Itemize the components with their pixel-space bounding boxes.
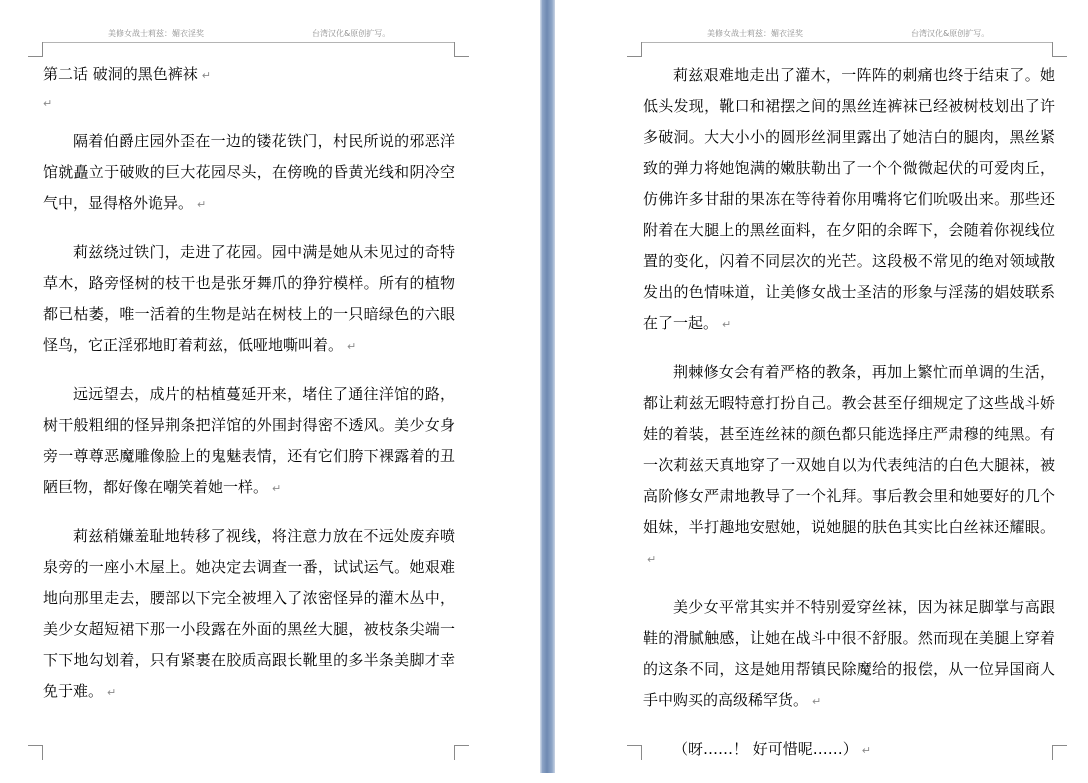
paragraph: 莉兹绕过铁门，走进了花园。园中满是她从未见过的奇特草木，路旁怪树的枝干也是张牙舞爪的狰狞模样。所有的植物都已枯萎，唯一活着的生物是站在树枝上的一只暗绿色的六眼怪鸟，它正淫邪地盯着莉兹，低哑地嘶叫着。 ↵ [43, 243, 455, 354]
crop-mark-top-right [1052, 42, 1067, 57]
header-rule [641, 42, 1053, 43]
left-page-body[interactable] [43, 60, 455, 725]
header-title: 美修女战士莉兹：媚衣淫奖 [707, 29, 803, 38]
right-page-body[interactable] [643, 60, 1055, 783]
page-divider [540, 0, 555, 773]
header-rule [43, 42, 455, 43]
paragraph: （呀……！ 好可惜呢……） ↵ [673, 740, 871, 758]
crop-mark-top-left [28, 42, 43, 57]
empty-paragraph: ↵ [43, 97, 53, 110]
paragraph: 隔着伯爵庄园外歪在一边的镂花铁门，村民所说的邪恶洋馆就矗立于破败的巨大花园尽头，在傍晚的昏黄光线和阴冷空气中，显得格外诡异。 ↵ [43, 132, 455, 212]
crop-mark-bottom-right [454, 745, 469, 760]
crop-mark-bottom-left [28, 745, 43, 760]
crop-mark-top-left [627, 42, 642, 57]
paragraph: 莉兹艰难地走出了灌木，一阵阵的刺痛也终于结束了。她低头发现，靴口和裙摆之间的黑丝连裤袜已经被树枝划出了许多破洞。大大小小的圆形丝洞里露出了她洁白的腿肉，黑丝紧致的弹力将她饱满的嫩肤勒出了一个个微微起伏的可爱肉丘，仿佛许多甘甜的果冻在等待着你用嘴将它们吮吸出来。那些还附着在大腿上的黑丝面料，在夕阳的余晖下，会随着你视线位置的变化，闪着不同层次的光芒。这段极不常见的绝对领域散发出的色情味道，让美修女战士圣洁的形象与淫荡的娼妓联系在了一起。 ↵ [643, 66, 1055, 332]
crop-mark-top-right [454, 42, 469, 57]
header-title: 美修女战士莉兹：媚衣淫奖 [108, 29, 204, 38]
paragraph: 荆棘修女会有着严格的教条，再加上繁忙而单调的生活，都让莉兹无暇特意打扮自己。教会甚至仔细规定了这些战斗娇娃的着装，甚至连丝袜的颜色都只能选择庄严肃穆的纯黑。有一次莉兹天真地穿了一双她自以为代表纯洁的白色大腿袜，被高阶修女严肃地教导了一个礼拜。事后教会里和她要好的几个姐妹，半打趣地安慰她，说她腿的肤色其实比白丝袜还耀眼。↵ [643, 363, 1055, 566]
header-credit: 台湾汉化&原创扩写。 [911, 29, 990, 38]
paragraph: 远远望去，成片的枯植蔓延开来，堵住了通往洋馆的路，树干般粗细的怪异荆条把洋馆的外围封得密不透风。美少女身旁一尊尊恶魔雕像脸上的鬼魅表情，还有它们胯下裸露着的丑陋巨物，都好像在嘲笑着她一样。 ↵ [43, 385, 455, 496]
chapter-title: 第二话 破洞的黑色裤袜 ↵ [43, 65, 211, 83]
paragraph: 莉兹稍嫌羞耻地转移了视线，将注意力放在不远处废弃喷泉旁的一座小木屋上。她决定去调查一番，试试运气。她艰难地向那里走去，腰部以下完全被埋入了浓密怪异的灌木丛中，美少女超短裙下那一小段露在外面的黑丝大腿，被枝条尖端一下下地勾划着，只有紧裹在胶质高跟长靴里的多半条美脚才幸免于难。 ↵ [43, 527, 455, 700]
header-credit: 台湾汉化&原创扩写。 [312, 29, 391, 38]
crop-mark-bottom-left [627, 745, 642, 760]
paragraph: 美少女平常其实并不特别爱穿丝袜，因为袜足脚掌与高跟鞋的滑腻触感，让她在战斗中很不舒服。然而现在美腿上穿着的这条不同，这是她用帮镇民除魔给的报偿，从一位异国商人手中购买的高级稀罕货。 ↵ [643, 598, 1055, 709]
